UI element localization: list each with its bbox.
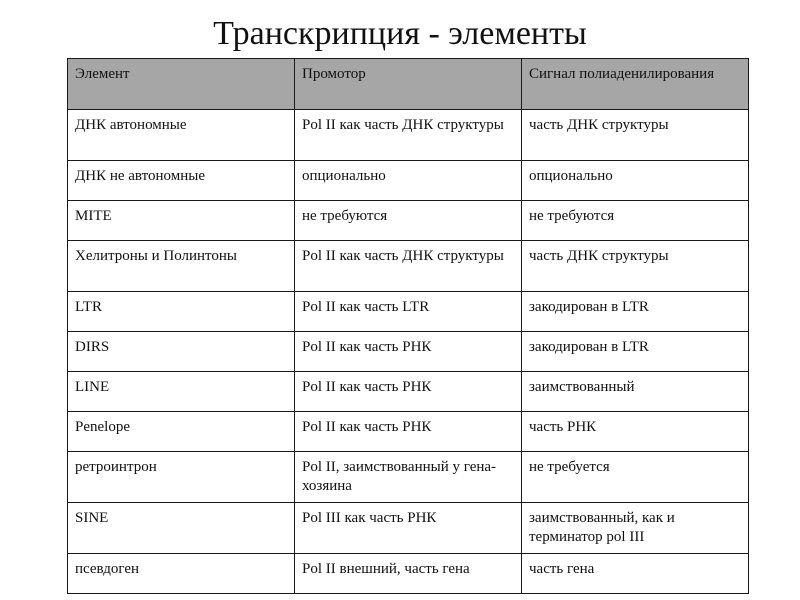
cell-promoter: Pol II внешний, часть гена: [295, 554, 522, 594]
cell-promoter: Pol II как часть РНК: [295, 412, 522, 452]
cell-signal: часть гена: [522, 554, 749, 594]
cell-signal: не требуются: [522, 201, 749, 241]
table-row: [68, 412, 749, 452]
table-header-row: [68, 59, 749, 110]
cell-signal: заимствованный, как и терминатор pol III: [522, 503, 749, 554]
cell-signal: часть РНК: [522, 412, 749, 452]
cell-promoter: Pol III как часть РНК: [295, 503, 522, 554]
cell-signal: часть ДНК структуры: [522, 110, 749, 161]
cell-promoter: Pol II как часть LTR: [295, 292, 522, 332]
table-row: [68, 452, 749, 503]
table-row: [68, 110, 749, 161]
cell-signal: закодирован в LTR: [522, 332, 749, 372]
cell-promoter: опционально: [295, 161, 522, 201]
cell-element: ДНК автономные: [68, 110, 295, 161]
header-promoter: Промотор: [295, 59, 522, 110]
table-row: [68, 161, 749, 201]
table-row: [68, 554, 749, 594]
cell-promoter: Pol II, заимствованный у гена-хозяина: [295, 452, 522, 503]
cell-element: ДНК не автономные: [68, 161, 295, 201]
cell-promoter: Pol II как часть ДНК структуры: [295, 110, 522, 161]
header-element: Элемент: [68, 59, 295, 110]
cell-promoter: не требуются: [295, 201, 522, 241]
cell-element: псевдоген: [68, 554, 295, 594]
table-row: [68, 503, 749, 554]
table-row: [68, 332, 749, 372]
table-row: [68, 372, 749, 412]
cell-element: Penelope: [68, 412, 295, 452]
table-row: [68, 201, 749, 241]
cell-element: MITE: [68, 201, 295, 241]
cell-promoter: Pol II как часть РНК: [295, 332, 522, 372]
header-polyadenylation-signal: Сигнал полиаденилирования: [522, 59, 749, 110]
cell-element: Хелитроны и Полинтоны: [68, 241, 295, 292]
cell-signal: заимствованный: [522, 372, 749, 412]
cell-promoter: Pol II как часть РНК: [295, 372, 522, 412]
cell-signal: закодирован в LTR: [522, 292, 749, 332]
cell-promoter: Pol II как часть ДНК структуры: [295, 241, 522, 292]
cell-signal: не требуется: [522, 452, 749, 503]
cell-element: SINE: [68, 503, 295, 554]
table-row: [68, 292, 749, 332]
cell-element: LTR: [68, 292, 295, 332]
cell-signal: опционально: [522, 161, 749, 201]
table-row: [68, 241, 749, 292]
cell-signal: часть ДНК структуры: [522, 241, 749, 292]
cell-element: LINE: [68, 372, 295, 412]
cell-element: DIRS: [68, 332, 295, 372]
cell-element: ретроинтрон: [68, 452, 295, 503]
transcription-table: [67, 58, 749, 594]
slide-title: Транскрипция - элементы: [213, 15, 587, 52]
